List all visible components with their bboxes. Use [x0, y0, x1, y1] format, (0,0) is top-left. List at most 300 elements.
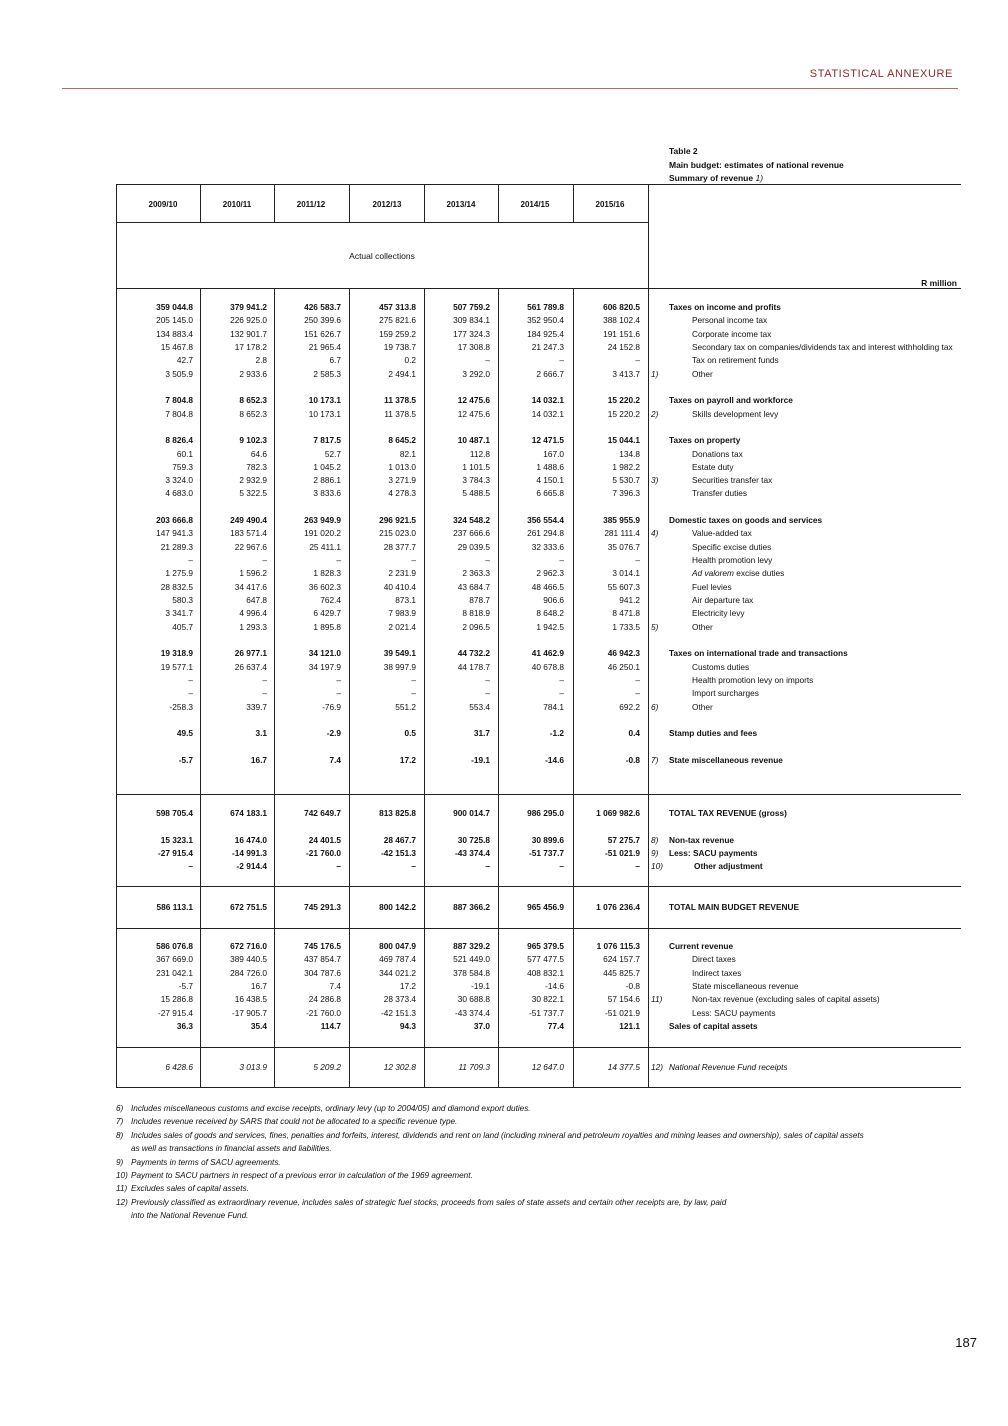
year-col-header: 2010/11 [222, 200, 252, 209]
value-cell: 1 596.2 [239, 568, 267, 579]
value-cell: 134.8 [619, 448, 640, 459]
value-cell: 12 475.6 [457, 395, 490, 406]
value-cell: 7 804.8 [165, 395, 193, 406]
value-cell: – [411, 555, 416, 566]
value-cell: 800 047.9 [379, 941, 416, 951]
value-cell: 22 967.6 [234, 541, 267, 552]
value-cell: 77.4 [547, 1020, 564, 1031]
value-cell: -2.9 [326, 728, 341, 739]
value-cell: – [188, 674, 193, 685]
table-row [0, 621, 1008, 634]
value-cell: 12 475.6 [457, 408, 490, 419]
row-label: Non-tax revenue [669, 834, 735, 845]
value-cell: 205 145.0 [156, 315, 193, 326]
table-heading [669, 145, 844, 186]
value-cell: 6 429.7 [313, 608, 341, 619]
value-cell: 1 045.2 [313, 461, 341, 472]
value-cell: 24 401.5 [308, 834, 341, 845]
value-cell: 40 678.8 [531, 661, 564, 672]
value-cell: 39 549.1 [383, 648, 416, 659]
row-label: State miscellaneous revenue [692, 980, 799, 991]
value-cell: 147 941.3 [156, 528, 193, 539]
note-marker: 1) [651, 368, 659, 379]
value-cell: 2 585.3 [313, 368, 341, 379]
value-cell: 35 076.7 [607, 541, 640, 552]
value-cell: -5.7 [178, 980, 193, 991]
value-cell: 672 716.0 [230, 941, 267, 951]
row-label: Securities transfer tax [692, 475, 773, 486]
footnote-text: Includes sales of goods and services, fines, penalties and forfeits, interest, dividends and rent on land (including mineral and petroleum royalties and mining leases and ownership), sales of capital assets [131, 1130, 864, 1140]
value-cell: 586 113.1 [156, 902, 193, 912]
table-row [0, 993, 1008, 1006]
value-cell: 17 308.8 [457, 341, 490, 352]
value-cell: 521 449.0 [453, 954, 490, 965]
footnote-number: 7) [116, 1117, 124, 1127]
value-cell: 4 150.1 [536, 475, 564, 486]
value-cell: 14 377.5 [607, 1062, 640, 1072]
value-cell: 10 173.1 [308, 395, 341, 406]
table-row [0, 567, 1008, 580]
row-label: Transfer duties [692, 488, 748, 499]
value-cell: -43 374.4 [454, 847, 490, 858]
value-cell: 3 013.9 [239, 1062, 267, 1072]
row-label-italic: Ad valorem [692, 568, 734, 579]
value-cell: 598 705.4 [156, 808, 193, 818]
footnote [116, 1182, 249, 1196]
value-cell: 577 477.5 [527, 954, 564, 965]
value-cell: 16.7 [250, 754, 267, 765]
value-cell: 742 649.7 [304, 808, 341, 818]
value-cell: – [262, 555, 267, 566]
value-cell: 986 295.0 [527, 808, 564, 818]
table-row [0, 727, 1008, 740]
value-cell: 114.7 [320, 1020, 341, 1031]
value-cell: 34 197.9 [308, 661, 341, 672]
value-cell: 36 602.3 [308, 581, 341, 592]
value-cell: 30 822.1 [531, 994, 564, 1005]
value-cell: 1 013.0 [388, 461, 416, 472]
value-cell: 57 154.6 [607, 994, 640, 1005]
value-cell: 37.0 [473, 1020, 490, 1031]
year-col-header: 2014/15 [520, 200, 550, 209]
value-cell: 2 096.5 [462, 621, 490, 632]
value-cell: 19 577.1 [160, 661, 193, 672]
value-cell: 8 648.2 [536, 608, 564, 619]
footnote-number: 12) [116, 1197, 128, 1207]
value-cell: 44 178.7 [457, 661, 490, 672]
value-cell: 55 607.3 [607, 581, 640, 592]
value-cell: 553.4 [469, 701, 490, 712]
value-cell: 112.8 [469, 448, 490, 459]
table-row [0, 461, 1008, 474]
year-col-header: 2015/16 [595, 200, 625, 209]
value-cell: 46 942.3 [607, 648, 640, 659]
value-cell: 2 021.4 [388, 621, 416, 632]
value-cell: 35.4 [250, 1020, 267, 1031]
footnote-text: Payments in terms of SACU agreements. [131, 1157, 281, 1167]
value-cell: 3 505.9 [165, 368, 193, 379]
value-cell: – [485, 674, 490, 685]
value-cell: 6 428.6 [165, 1062, 193, 1072]
value-cell: 389 440.5 [230, 954, 267, 965]
footnote-number: 8) [116, 1130, 124, 1140]
note-marker: 7) [651, 754, 659, 765]
value-cell: 356 554.4 [527, 515, 564, 526]
row-label: Indirect taxes [692, 967, 742, 978]
actual-collections-label: Actual collections [349, 251, 415, 261]
value-cell: 1 275.9 [165, 568, 193, 579]
value-cell: 7 804.8 [165, 408, 193, 419]
value-cell: 7 396.3 [612, 488, 640, 499]
value-cell: 296 921.5 [379, 515, 416, 526]
value-cell: 900 014.7 [453, 808, 490, 818]
value-cell: -76.9 [322, 701, 341, 712]
table-row [0, 581, 1008, 594]
value-cell: 177 324.3 [453, 328, 490, 339]
note-marker: 3) [651, 475, 659, 486]
table-row [0, 967, 1008, 980]
value-cell: 134 883.4 [156, 328, 193, 339]
value-cell: 19 738.7 [383, 341, 416, 352]
value-cell: 30 899.6 [531, 834, 564, 845]
value-cell: 1 733.5 [612, 621, 640, 632]
unit-label: R million [921, 278, 957, 288]
value-cell: 16.7 [250, 980, 267, 991]
value-cell: 12 647.0 [531, 1062, 564, 1072]
value-cell: 19 318.9 [160, 648, 193, 659]
row-label: Other [692, 621, 713, 632]
value-cell: 82.1 [399, 448, 416, 459]
value-cell: 36.3 [176, 1020, 193, 1031]
column-header-rule [116, 288, 961, 289]
value-cell: 132 901.7 [230, 328, 267, 339]
row-label: Import surcharges [692, 688, 759, 699]
value-cell: 275 821.6 [379, 315, 416, 326]
value-cell: 24 152.8 [607, 341, 640, 352]
table-row [0, 368, 1008, 381]
value-cell: 878.7 [469, 595, 490, 606]
value-cell: 941.2 [619, 595, 640, 606]
value-cell: -1.2 [549, 728, 564, 739]
value-cell: 379 941.2 [230, 302, 267, 312]
table-row [0, 661, 1008, 674]
value-cell: 28 467.7 [383, 834, 416, 845]
value-cell: -27 915.4 [157, 847, 193, 858]
table-row [0, 1020, 1008, 1033]
value-cell: 52.7 [324, 448, 341, 459]
value-cell: 762.4 [320, 595, 341, 606]
value-cell: 41 462.9 [531, 648, 564, 659]
value-cell: 3 014.1 [612, 568, 640, 579]
value-cell: 965 456.9 [527, 902, 564, 912]
value-cell: 15 220.2 [607, 395, 640, 406]
table-row [0, 394, 1008, 407]
note-marker: 6) [651, 701, 659, 712]
row-label: Other [692, 368, 713, 379]
value-cell: 15 286.8 [160, 994, 193, 1005]
value-cell: 191 020.2 [304, 528, 341, 539]
value-cell: 32 333.6 [531, 541, 564, 552]
value-cell: – [411, 688, 416, 699]
value-cell: 15 220.2 [607, 408, 640, 419]
value-cell: – [336, 674, 341, 685]
value-cell: 21 965.4 [308, 341, 341, 352]
value-cell: 151 626.7 [304, 328, 341, 339]
value-cell: 469 787.4 [379, 954, 416, 965]
row-label: National Revenue Fund receipts [669, 1062, 788, 1072]
value-cell: 43 684.7 [457, 581, 490, 592]
value-cell: 11 378.5 [384, 395, 416, 406]
table-row [0, 953, 1008, 966]
value-cell: – [485, 861, 490, 872]
value-cell: 3 413.7 [612, 368, 640, 379]
value-cell: 15 044.1 [607, 435, 640, 446]
value-cell: 8 471.8 [612, 608, 640, 619]
value-cell: 4 278.3 [388, 488, 416, 499]
value-cell: 10 173.1 [308, 408, 341, 419]
footnote [116, 1209, 248, 1223]
value-cell: 1 101.5 [462, 461, 490, 472]
value-cell: -42 151.3 [380, 847, 416, 858]
value-cell: 12 471.5 [531, 435, 564, 446]
value-cell: 6 665.8 [536, 488, 564, 499]
table-row [0, 834, 1008, 847]
row-label: Current revenue [669, 941, 734, 951]
footnote [116, 1156, 281, 1170]
row-label: Less: SACU payments [692, 1007, 776, 1018]
table-row [0, 807, 1008, 820]
section-rule-2 [116, 886, 961, 887]
value-cell: – [559, 861, 564, 872]
value-cell: 9 102.3 [239, 435, 267, 446]
value-cell: 437 854.7 [304, 954, 341, 965]
value-cell: 8 826.4 [165, 435, 193, 446]
value-cell: 5 488.5 [462, 488, 490, 499]
table-top-rule [116, 184, 961, 185]
value-cell: 8 818.9 [462, 608, 490, 619]
value-cell: -51 737.7 [528, 847, 564, 858]
value-cell: 586 076.8 [156, 941, 193, 951]
value-cell: 2 363.3 [462, 568, 490, 579]
value-cell: 49.5 [176, 728, 193, 739]
value-cell: 231 042.1 [156, 967, 193, 978]
table-row [0, 754, 1008, 767]
table-row [0, 980, 1008, 993]
table-row [0, 1007, 1008, 1020]
value-cell: – [559, 674, 564, 685]
row-label [692, 567, 784, 580]
value-cell: 2.8 [255, 355, 267, 366]
table-row [0, 607, 1008, 620]
value-cell: -258.3 [169, 701, 193, 712]
table-row [0, 514, 1008, 527]
row-label: Stamp duties and fees [669, 728, 758, 739]
value-cell: 40 410.4 [383, 581, 416, 592]
value-cell: 167.0 [543, 448, 564, 459]
value-cell: 250 399.6 [304, 315, 341, 326]
value-cell: 64.6 [250, 448, 267, 459]
value-cell: 21 247.3 [531, 341, 564, 352]
table-row [0, 647, 1008, 660]
note-marker: 8) [651, 834, 659, 845]
value-cell: 2 933.6 [239, 368, 267, 379]
footnote-number: 11) [116, 1184, 128, 1194]
value-cell: 405.7 [172, 621, 193, 632]
value-cell: -0.8 [625, 754, 640, 765]
value-cell: -27 915.4 [157, 1007, 193, 1018]
value-cell: 906.6 [543, 595, 564, 606]
value-cell: 2 494.1 [388, 368, 416, 379]
row-label: Corporate income tax [692, 328, 772, 339]
value-cell: 304 787.6 [304, 967, 341, 978]
value-cell: -14.6 [545, 980, 564, 991]
section-rule-3 [116, 928, 961, 929]
value-cell: 3 833.6 [313, 488, 341, 499]
value-cell: 344 021.2 [379, 967, 416, 978]
footnote [116, 1196, 726, 1210]
value-cell: – [559, 688, 564, 699]
value-cell: 6.7 [329, 355, 341, 366]
row-label: Personal income tax [692, 315, 768, 326]
value-cell: 551.2 [395, 701, 416, 712]
value-cell: 30 725.8 [457, 834, 490, 845]
value-cell: 31.7 [473, 728, 490, 739]
value-cell: 1 293.3 [239, 621, 267, 632]
value-cell: 183 571.4 [230, 528, 267, 539]
value-cell: 784.1 [543, 701, 564, 712]
footnote-number: 10) [116, 1171, 128, 1180]
note-marker: 11) [651, 994, 663, 1005]
value-cell: 38 997.9 [383, 661, 416, 672]
table-row [0, 341, 1008, 354]
value-cell: – [485, 555, 490, 566]
value-cell: 1 828.3 [313, 568, 341, 579]
value-cell: -21 760.0 [305, 1007, 341, 1018]
value-cell: – [635, 674, 640, 685]
page-number: 187 [955, 1335, 977, 1350]
value-cell: – [559, 555, 564, 566]
value-cell: 8 645.2 [388, 435, 416, 446]
row-label: Donations tax [692, 448, 743, 459]
footnote-text: into the National Revenue Fund. [131, 1211, 249, 1221]
row-label: Health promotion levy on imports [692, 674, 814, 685]
value-cell: -43 374.4 [454, 1007, 490, 1018]
value-cell: -51 021.9 [604, 847, 640, 858]
table-row [0, 408, 1008, 421]
footnote-text: Previously classified as extraordinary revenue, includes sales of strategic fuel stocks, proceeds from sales of state assets and certain other receipts are, by law, paid [131, 1197, 727, 1207]
row-label: Domestic taxes on goods and services [669, 515, 823, 526]
value-cell: 3 292.0 [462, 368, 490, 379]
value-cell: 339.7 [246, 701, 267, 712]
value-cell: 15 467.8 [160, 341, 193, 352]
value-cell: -19.1 [471, 980, 490, 991]
value-cell: – [188, 861, 193, 872]
table-row [0, 314, 1008, 327]
annexure-title: STATISTICAL ANNEXURE [809, 68, 953, 80]
footnote [116, 1142, 332, 1156]
footnote [116, 1115, 457, 1129]
footnote [116, 1129, 864, 1143]
row-label: Non-tax revenue (excluding sales of capital assets) [692, 994, 880, 1005]
footnote-number: 9) [116, 1157, 124, 1167]
value-cell: -21 760.0 [305, 847, 341, 858]
year-col-header: 2009/10 [148, 200, 178, 209]
row-label: Taxes on income and profits [669, 302, 781, 312]
value-cell: – [635, 555, 640, 566]
value-cell: 29 039.5 [457, 541, 490, 552]
value-cell: – [485, 688, 490, 699]
value-cell: 1 076 115.3 [596, 941, 640, 951]
value-cell: 7.4 [329, 754, 341, 765]
value-cell: 159 259.2 [379, 328, 416, 339]
row-label: Taxes on payroll and workforce [669, 395, 793, 406]
value-cell: 215 023.0 [379, 528, 416, 539]
value-cell: -14.6 [545, 754, 564, 765]
value-cell: 359 044.8 [156, 302, 193, 312]
value-cell: 1 076 236.4 [596, 902, 640, 912]
value-cell: – [262, 674, 267, 685]
row-label: Value-added tax [692, 528, 752, 539]
value-cell: -5.7 [178, 754, 193, 765]
footnote [116, 1102, 531, 1116]
value-cell: – [336, 688, 341, 699]
value-cell: 887 366.2 [453, 902, 490, 912]
value-cell: 385 955.9 [603, 515, 640, 526]
value-cell: 263 949.9 [304, 515, 341, 526]
value-cell: 1 942.5 [536, 621, 564, 632]
value-cell: 10 487.1 [457, 435, 490, 446]
value-cell: 24 286.8 [308, 994, 341, 1005]
value-cell: 3 324.0 [165, 475, 193, 486]
row-label: Direct taxes [692, 954, 736, 965]
value-cell: 1 982.2 [612, 461, 640, 472]
table-row [0, 701, 1008, 714]
value-cell: 30 688.8 [457, 994, 490, 1005]
value-cell: 2 666.7 [536, 368, 564, 379]
value-cell: 121.1 [619, 1020, 640, 1031]
row-label: Taxes on international trade and transactions [669, 648, 848, 659]
row-label: Estate duty [692, 461, 734, 472]
table-row [0, 448, 1008, 461]
value-cell: 4 683.0 [165, 488, 193, 499]
value-cell: 44 732.2 [457, 648, 490, 659]
value-cell: 2 231.9 [388, 568, 416, 579]
table-row [0, 940, 1008, 953]
value-cell: 507 759.2 [453, 302, 490, 312]
note-marker: 2) [651, 408, 659, 419]
year-header-rule [116, 222, 648, 223]
value-cell: -14 991.3 [231, 847, 267, 858]
table-row [0, 554, 1008, 567]
value-cell: 5 209.2 [313, 1062, 341, 1072]
table-row [0, 474, 1008, 487]
value-cell: 324 548.2 [453, 515, 490, 526]
value-cell: 46 250.1 [607, 661, 640, 672]
row-label: Fuel levies [692, 581, 732, 592]
value-cell: 7 983.9 [388, 608, 416, 619]
value-cell: 26 977.1 [234, 648, 267, 659]
value-cell: 261 294.8 [527, 528, 564, 539]
value-cell: 14 032.1 [531, 408, 564, 419]
table-row [0, 527, 1008, 540]
value-cell: -0.8 [625, 980, 640, 991]
value-cell: 800 142.2 [379, 902, 416, 912]
value-cell: 0.2 [404, 355, 416, 366]
value-cell: 17.2 [399, 754, 416, 765]
value-cell: 965 379.5 [527, 941, 564, 951]
value-cell: -2 914.4 [236, 861, 267, 872]
row-label: Customs duties [692, 661, 750, 672]
